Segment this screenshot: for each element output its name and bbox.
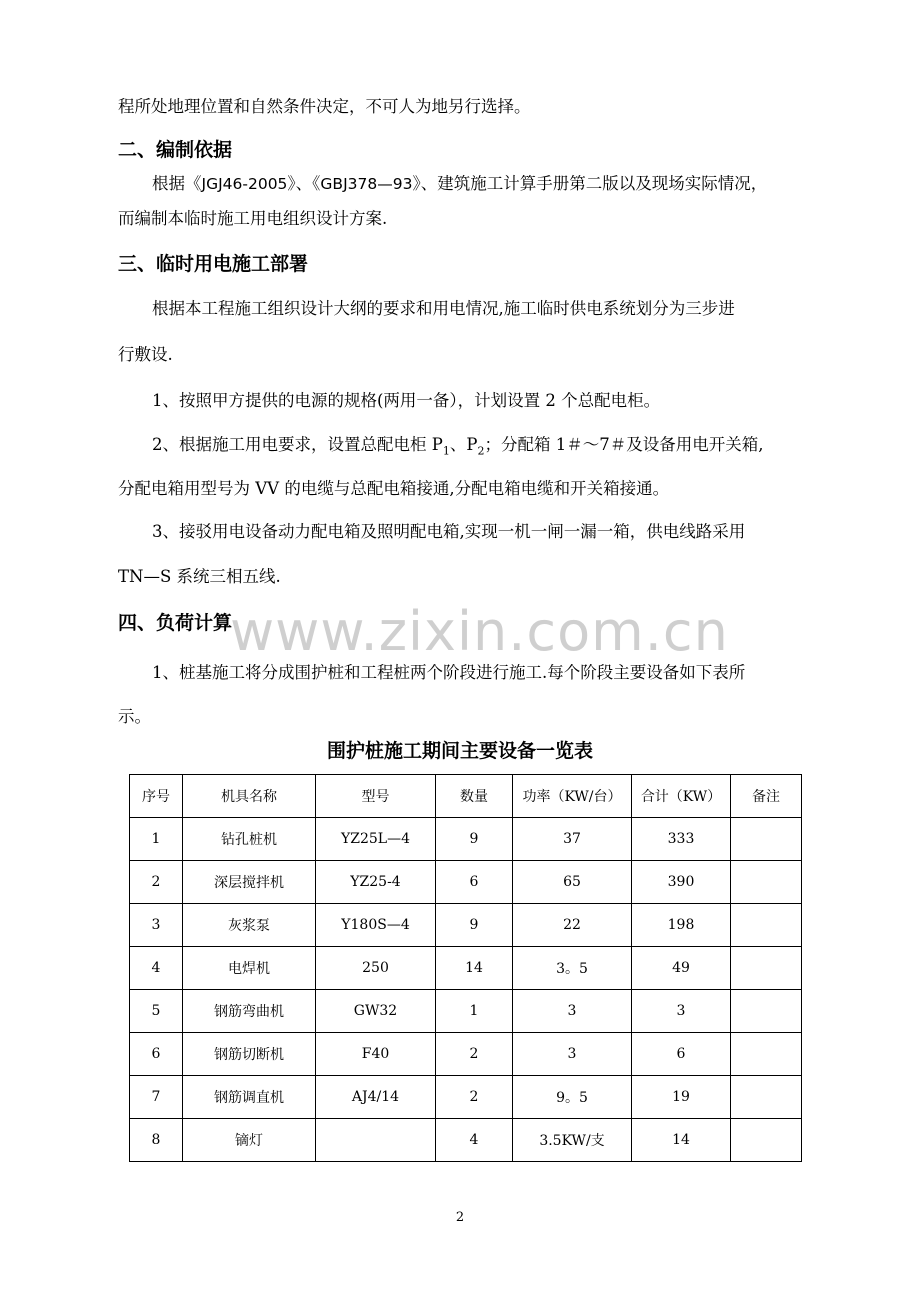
cell-quantity: 9 <box>436 904 513 947</box>
table-row <box>130 990 802 1033</box>
header-quantity: 数量 <box>436 775 513 818</box>
item2-sub-2: 2 <box>477 444 485 458</box>
deployment-item-3-line2: TN—S 系统三相五线. <box>118 567 281 586</box>
deployment-item-1: 1、按照甲方提供的电源的规格(两用一备），计划设置 2 个总配电柜。 <box>152 391 661 410</box>
cell-power: 37 <box>513 818 632 861</box>
cell-total: 14 <box>632 1119 731 1162</box>
cell-name: 灰浆泵 <box>183 904 316 947</box>
cell-remarks <box>731 904 802 947</box>
cell-quantity: 6 <box>436 861 513 904</box>
table-row <box>130 1119 802 1162</box>
cell-model: YZ25L—4 <box>316 818 436 861</box>
paragraph-continuation: 程所处地理位置和自然条件决定，不可人为地另行选择。 <box>118 97 531 116</box>
cell-index: 6 <box>130 1033 183 1076</box>
header-index: 序号 <box>130 775 183 818</box>
cell-name: 镝灯 <box>183 1119 316 1162</box>
cell-model: YZ25-4 <box>316 861 436 904</box>
cell-remarks <box>731 1076 802 1119</box>
cell-model: AJ4/14 <box>316 1076 436 1119</box>
basis-text-mid: 》、《 <box>287 174 321 193</box>
section-heading-deployment: 三、临时用电施工部署 <box>118 253 309 275</box>
page-number: 2 <box>455 1210 465 1225</box>
table-header-row <box>130 775 802 818</box>
cell-index: 1 <box>130 818 183 861</box>
cell-name: 深层搅拌机 <box>183 861 316 904</box>
cell-model: 250 <box>316 947 436 990</box>
cell-total: 333 <box>632 818 731 861</box>
table-row <box>130 1076 802 1119</box>
cell-quantity: 2 <box>436 1076 513 1119</box>
item2-sub-1: 1 <box>442 444 450 458</box>
cell-model: GW32 <box>316 990 436 1033</box>
cell-quantity: 4 <box>436 1119 513 1162</box>
deployment-intro-line1: 根据本工程施工组织设计大纲的要求和用电情况,施工临时供电系统划分为三步进 <box>152 299 735 318</box>
cell-index: 7 <box>130 1076 183 1119</box>
cell-remarks <box>731 1119 802 1162</box>
table-row <box>130 1033 802 1076</box>
cell-name: 钢筋调直机 <box>183 1076 316 1119</box>
cell-remarks <box>731 818 802 861</box>
item2-text-c: ；分配箱 1＃～7＃及设备用电开关箱, <box>484 435 764 454</box>
cell-name: 钢筋弯曲机 <box>183 990 316 1033</box>
watermark: www.zixin.com.cn <box>230 600 729 663</box>
cell-index: 3 <box>130 904 183 947</box>
paragraph-basis-line2: 而编制本临时施工用电组织设计方案. <box>118 209 388 228</box>
header-remarks: 备注 <box>731 775 802 818</box>
cell-total: 19 <box>632 1076 731 1119</box>
cell-model: Y180S—4 <box>316 904 436 947</box>
cell-power: 22 <box>513 904 632 947</box>
load-paragraph-line1: 1、桩基施工将分成围护桩和工程桩两个阶段进行施工.每个阶段主要设备如下表所 <box>152 663 746 682</box>
cell-total: 49 <box>632 947 731 990</box>
cell-power: 3.5KW/支 <box>513 1119 632 1162</box>
equipment-table <box>129 774 802 1162</box>
cell-quantity: 14 <box>436 947 513 990</box>
cell-power: 3 <box>513 990 632 1033</box>
basis-ref-gbj: GBJ378—93 <box>320 175 413 193</box>
cell-remarks <box>731 1033 802 1076</box>
cell-index: 4 <box>130 947 183 990</box>
header-total: 合计（KW） <box>632 775 731 818</box>
cell-power: 9。5 <box>513 1076 632 1119</box>
table-title: 围护桩施工期间主要设备一览表 <box>326 740 593 762</box>
cell-name: 钢筋切断机 <box>183 1033 316 1076</box>
cell-name: 钻孔桩机 <box>183 818 316 861</box>
cell-quantity: 9 <box>436 818 513 861</box>
cell-name: 电焊机 <box>183 947 316 990</box>
section-heading-load: 四、负荷计算 <box>118 612 233 634</box>
deployment-item-2 <box>152 437 763 456</box>
item2-text-b: 、P <box>449 435 478 454</box>
cell-total: 6 <box>632 1033 731 1076</box>
item2-text-a: 2、根据施工用电要求，设置总配电柜 P <box>152 435 443 454</box>
cell-quantity: 1 <box>436 990 513 1033</box>
cell-power: 3。5 <box>513 947 632 990</box>
cell-total: 390 <box>632 861 731 904</box>
cell-total: 3 <box>632 990 731 1033</box>
paragraph-basis <box>152 176 767 193</box>
cell-remarks <box>731 947 802 990</box>
load-paragraph-line2: 示。 <box>118 707 151 726</box>
header-equipment-name: 机具名称 <box>183 775 316 818</box>
cell-power: 65 <box>513 861 632 904</box>
table-row <box>130 818 802 861</box>
cell-total: 198 <box>632 904 731 947</box>
table-row <box>130 904 802 947</box>
cell-index: 2 <box>130 861 183 904</box>
table-row <box>130 947 802 990</box>
basis-text-prefix: 根据《 <box>152 174 202 193</box>
deployment-intro-line2: 行敷设. <box>118 345 173 364</box>
table-row <box>130 861 802 904</box>
section-heading-basis: 二、编制依据 <box>118 139 233 161</box>
cell-model: F40 <box>316 1033 436 1076</box>
cell-index: 8 <box>130 1119 183 1162</box>
basis-text-suffix: 》、建筑施工计算手册第二版以及现场实际情况， <box>412 174 768 193</box>
basis-ref-jgj: JGJ46-2005 <box>201 175 288 193</box>
cell-remarks <box>731 990 802 1033</box>
header-power: 功率（KW/台） <box>513 775 632 818</box>
cell-index: 5 <box>130 990 183 1033</box>
cell-model <box>316 1119 436 1162</box>
cell-quantity: 2 <box>436 1033 513 1076</box>
header-model: 型号 <box>316 775 436 818</box>
cell-remarks <box>731 861 802 904</box>
cell-power: 3 <box>513 1033 632 1076</box>
deployment-item-2-line2: 分配电箱用型号为 VV 的电缆与总配电箱接通,分配电箱电缆和开关箱接通。 <box>118 479 670 498</box>
deployment-item-3-line1: 3、接驳用电设备动力配电箱及照明配电箱,实现一机一闸一漏一箱，供电线路采用 <box>152 522 746 541</box>
